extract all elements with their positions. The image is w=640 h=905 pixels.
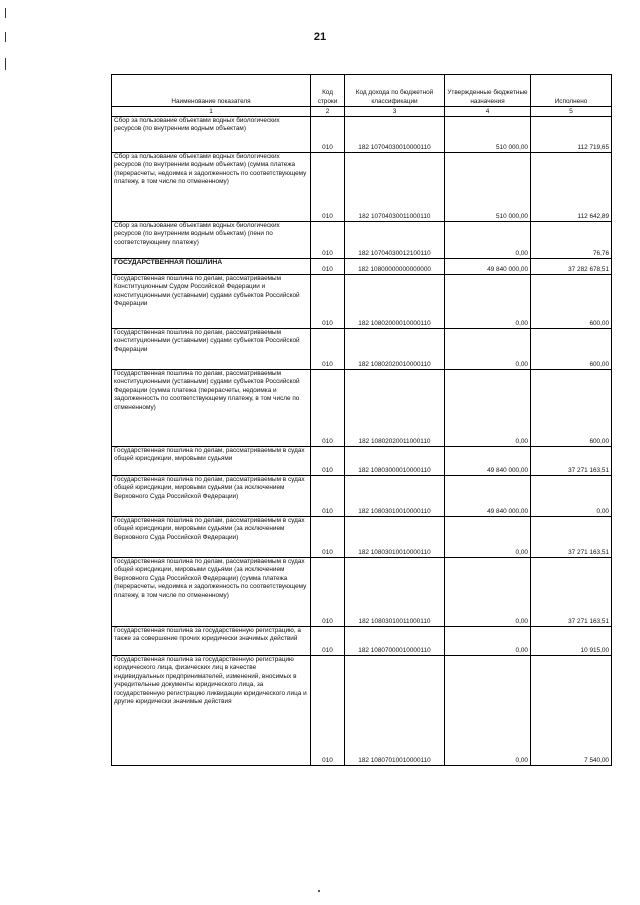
column-number: 2 [311,107,345,117]
row-kbk: 182 10807010010000110 [345,656,445,766]
row-approved: 49 840 000,00 [445,259,531,275]
row-executed: 37 271 163,51 [531,447,612,476]
margin-mark [5,8,6,18]
row-executed: 600,00 [531,329,612,370]
row-kbk: 182 10704030012100110 [345,222,445,259]
row-code: 010 [311,117,345,153]
row-approved: 0,00 [445,275,531,329]
row-kbk: 182 10800000000000000 [345,259,445,275]
row-name: Государственная пошлина по делам, рассматриваемым конституционными (уставными) судами субъектов Российской Федерации [112,329,311,370]
row-executed: 37 282 678,51 [531,259,612,275]
row-code: 010 [311,153,345,222]
row-approved: 0,00 [445,627,531,656]
row-kbk: 182 10704030010000110 [345,117,445,153]
row-approved: 0,00 [445,517,531,558]
row-name: Сбор за пользование объектами водных биологических ресурсов (по внутренним водным объектам) (сумма платежа (перерасчеты, недоимка и задолженность по соответствующему платежу, в том числе по отмененному) [112,153,311,222]
row-code: 010 [311,259,345,275]
row-executed: 76,76 [531,222,612,259]
row-approved: 510 000,00 [445,117,531,153]
column-number: 3 [345,107,445,117]
row-executed: 0,00 [531,476,612,517]
row-name: Государственная пошлина за государственную регистрацию юридического лица, физических лиц в качестве индивидуальных предпринимателей, изменений, вносимых в учредительные документы юридического лица, за государственную регистрацию ликвидации юридического лица и другие юридически значимые действия [112,656,311,766]
row-name: Сбор за пользование объектами водных биологических ресурсов (по внутренним водным объектам) [112,117,311,153]
row-approved: 510 000,00 [445,153,531,222]
row-executed: 37 271 163,51 [531,558,612,627]
header-kbk: Код дохода по бюджетной классификации [345,75,445,107]
table-row [112,117,612,153]
row-code: 010 [311,627,345,656]
row-executed: 10 915,00 [531,627,612,656]
row-code: 010 [311,656,345,766]
row-code: 010 [311,447,345,476]
table-row [112,222,612,259]
row-name: Государственная пошлина по делам, рассматриваемым Конституционным Судом Российской Федерации и конституционными (уставными) судами субъектов Российской Федерации [112,275,311,329]
scan-dot [318,890,320,892]
row-executed: 600,00 [531,370,612,447]
row-code: 010 [311,329,345,370]
row-executed: 112 719,65 [531,117,612,153]
row-executed: 7 540,00 [531,656,612,766]
header-executed: Исполнено [531,75,612,107]
header-approved: Утвержденные бюджетные назначения [445,75,531,107]
table-row [112,447,612,476]
row-name: Государственная пошлина по делам, рассматриваемым конституционными (уставными) судами субъектов Российской Федерации (сумма платежа (перерасчеты, недоимка и задолженность по соответствующему платежу, в том числе по отмененному) [112,370,311,447]
row-executed: 600,00 [531,275,612,329]
table-row [112,627,612,656]
row-kbk: 182 10803010010000110 [345,476,445,517]
row-kbk: 182 10802000010000110 [345,275,445,329]
row-code: 010 [311,558,345,627]
column-number: 5 [531,107,612,117]
row-executed: 37 271 163,51 [531,517,612,558]
row-name: Государственная пошлина по делам, рассматриваемым в судах общей юрисдикции, мировыми судьями (за исключением Верховного Суда Российской Федерации) [112,476,311,517]
row-approved: 49 840 000,00 [445,447,531,476]
header-name: Наименование показателя [112,75,311,107]
column-number-row [112,107,612,117]
row-approved: 0,00 [445,558,531,627]
row-code: 010 [311,275,345,329]
table-row [112,275,612,329]
row-kbk: 182 10803010011000110 [345,558,445,627]
column-number: 4 [445,107,531,117]
row-kbk: 182 10704030011000110 [345,153,445,222]
row-name: Государственная пошлина за государственную регистрацию, а также за совершение прочих юридически значимых действий [112,627,311,656]
row-approved: 0,00 [445,370,531,447]
row-kbk: 182 10803010010000110 [345,517,445,558]
header-code: Код строки [311,75,345,107]
table-row [112,370,612,447]
row-kbk: 182 10802020010000110 [345,329,445,370]
row-name: Государственная пошлина по делам, рассматриваемым в судах общей юрисдикции, мировыми судьями [112,447,311,476]
table-row [112,329,612,370]
page-number: 21 [313,31,327,43]
table-row [112,517,612,558]
table-row [112,259,612,275]
table-row [112,153,612,222]
row-code: 010 [311,476,345,517]
revenue-table [111,74,612,766]
row-kbk: 182 10807000010000110 [345,627,445,656]
row-approved: 0,00 [445,222,531,259]
table-row [112,558,612,627]
table-row [112,656,612,766]
row-approved: 0,00 [445,329,531,370]
row-name: Сбор за пользование объектами водных биологических ресурсов (по внутренним водным объектам) (пени по соответствующему платежу) [112,222,311,259]
row-name: ГОСУДАРСТВЕННАЯ ПОШЛИНА [112,259,311,275]
row-kbk: 182 10803000010000110 [345,447,445,476]
row-executed: 112 642,89 [531,153,612,222]
column-number: 1 [112,107,311,117]
row-code: 010 [311,222,345,259]
header-row [112,75,612,107]
margin-mark [5,58,6,70]
row-name: Государственная пошлина по делам, рассматриваемым в судах общей юрисдикции, мировыми судьями (за исключением Верховного Суда Российской Федерации) (сумма платежа (перерасчеты, недоимка и задолженность по соответствующему платежу, в том числе по отмененному) [112,558,311,627]
row-code: 010 [311,370,345,447]
row-name: Государственная пошлина по делам, рассматриваемым в судах общей юрисдикции, мировыми судьями (за исключением Верховного Суда Российской Федерации) [112,517,311,558]
row-approved: 0,00 [445,656,531,766]
table-row [112,476,612,517]
row-code: 010 [311,517,345,558]
row-kbk: 182 10802020011000110 [345,370,445,447]
row-approved: 49 840 000,00 [445,476,531,517]
